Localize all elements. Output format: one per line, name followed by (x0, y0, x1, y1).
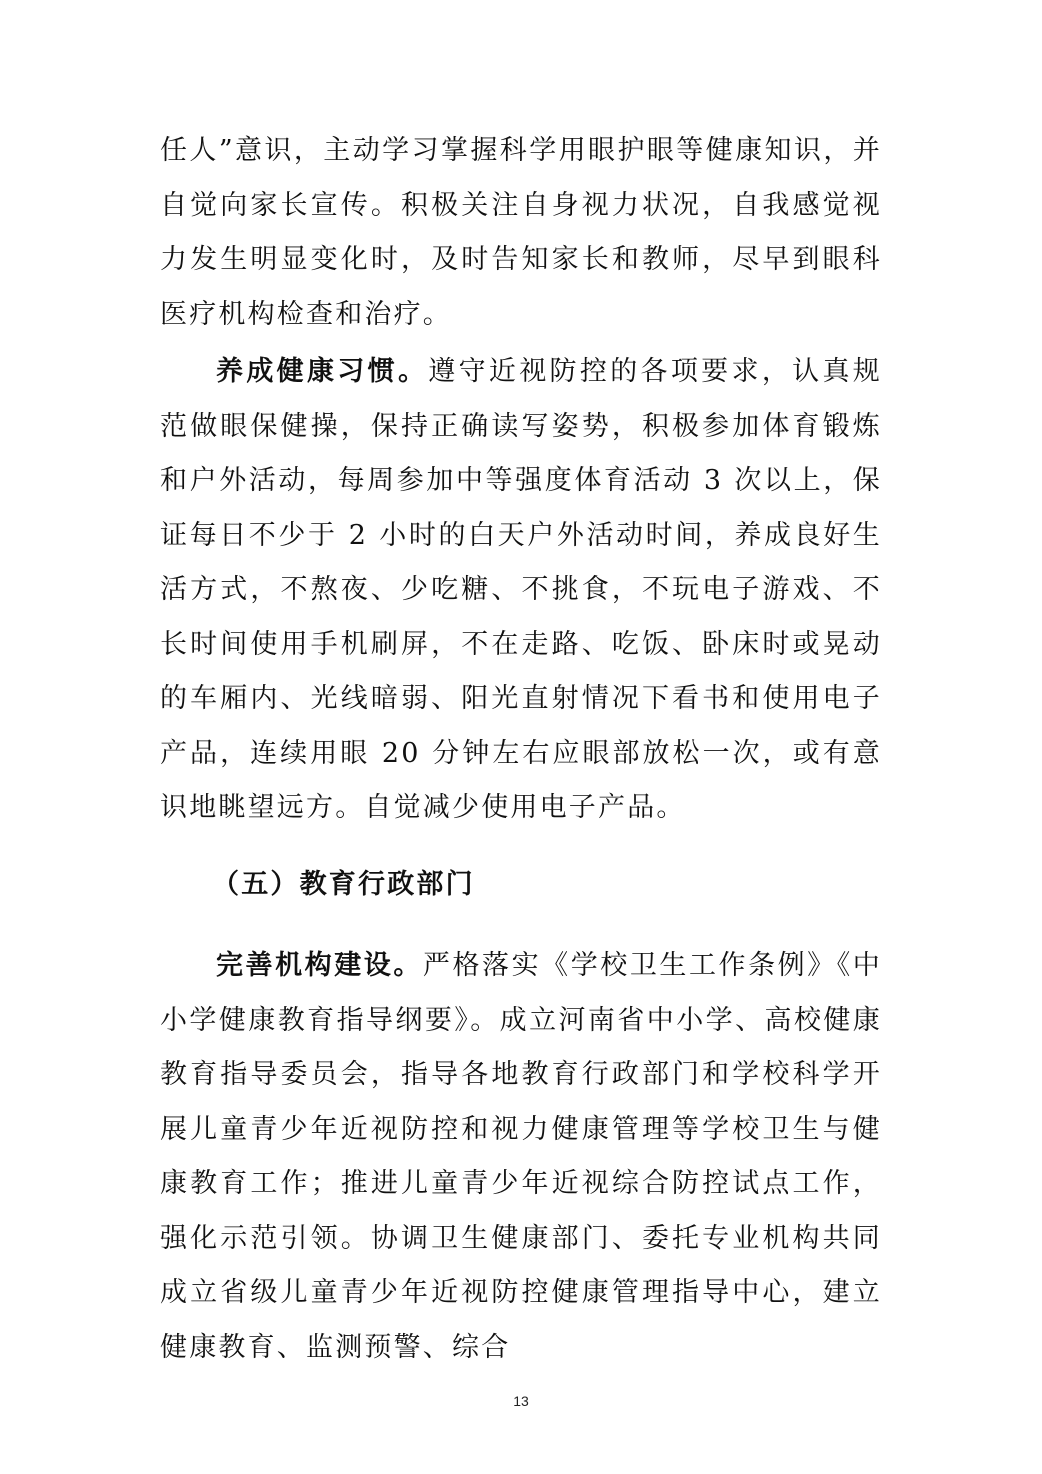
paragraph-text: 任人”意识，主动学习掌握科学用眼护眼等健康知识，并自觉向家长宣传。积极关注自身视力状况，自我感觉视力发生明显变化时，及时告知家长和教师，尽早到眼科医疗机构检查和治疗。 (160, 135, 882, 330)
section-heading: （五）教育行政部门 (212, 869, 475, 900)
paragraph-student-awareness (160, 124, 882, 342)
paragraph-lead-heading: 养成健康习惯。 (216, 356, 429, 387)
paragraph-lead-heading: 完善机构建设。 (216, 950, 423, 981)
paragraph-text: 严格落实《学校卫生工作条例》《中小学健康教育指导纲要》。成立河南省中小学、高校健康教育指导委员会，指导各地教育行政部门和学校科学开展儿童青少年近视防控和视力健康管理等学校卫生与健康教育工作；推进儿童青少年近视综合防控试点工作，强化示范引领。协调卫生健康部门、委托专业机构共同成立省级儿童青少年近视防控健康管理指导中心，建立健康教育、监测预警、综合 (160, 950, 883, 1363)
page-number: 13 (513, 1393, 529, 1409)
paragraph-institution-building (160, 939, 882, 1375)
paragraph-text: 遵守近视防控的各项要求，认真规范做眼保健操，保持正确读写姿势，积极参加体育锻炼和户外活动，每周参加中等强度体育活动 3 次以上，保证每日不少于 2 小时的白天户外活动时间，养成良好生活方式，不熬夜、少吃糖、不挑食，不玩电子游戏、不长时间使用手机刷屏，不在走路、吃饭、卧床时或晃动的车厢内、光线暗弱、阳光直射情况下看书和使用电子产品，连续用眼 20 分钟左右应眼部放松一次，或有意识地眺望远方。自觉减少使用电子产品。 (160, 356, 882, 823)
paragraph-healthy-habits (160, 345, 882, 836)
